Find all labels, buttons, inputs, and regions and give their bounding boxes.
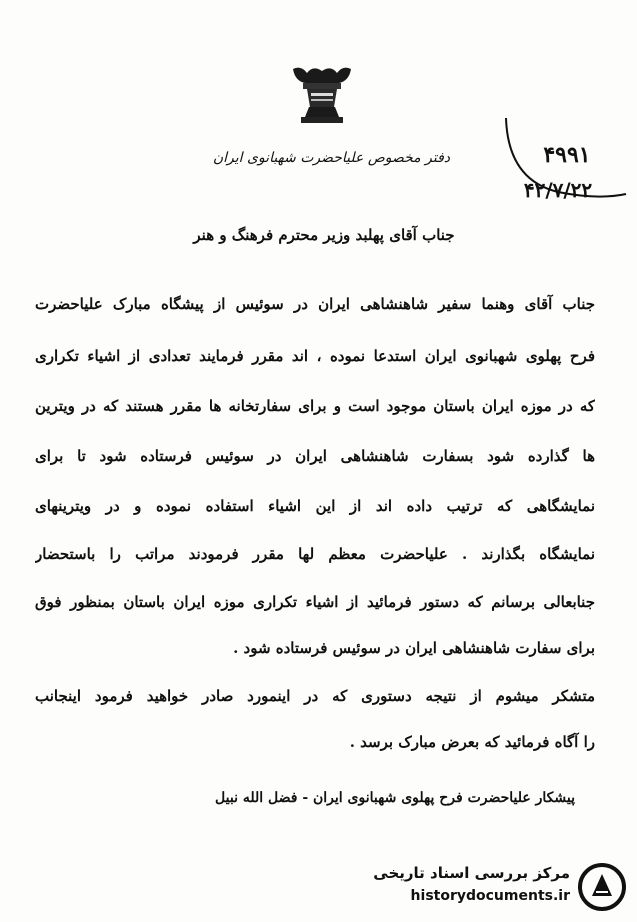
closing-line: را آگاه فرمائید که بعرض مبارک برسد .	[349, 733, 595, 751]
body-line: نمایشگاهی که ترتیب داده اند از این اشیاء استفاده نموده و در ویترینهای	[35, 497, 595, 515]
reference-number: ۴۹۹۱	[543, 142, 591, 168]
body-line: که در موزه ایران باستان موجود است و برای سفارتخانه ها مقرر هستند که در ویترین	[35, 397, 595, 415]
body-line: جنابعالی برسانم که دستور فرمائید از اشیاء تکراری موزه ایران باستان بمنظور فوق	[35, 593, 595, 611]
body-line: برای سفارت شاهنشاهی ایران در سوئیس فرستاده شود .	[233, 639, 595, 657]
reference-date: ۴۲/۷/۲۲	[523, 178, 593, 202]
addressee-line: جناب آقای پهلبد وزیر محترم فرهنگ و هنر	[193, 226, 455, 244]
watermark-title: مرکز بررسی اسناد تاریخی	[373, 864, 570, 882]
body-line: نمایشگاه بگذارند . علیاحضرت معظم لها مقرر فرمودند مراتب را باستحضار	[35, 545, 595, 563]
body-line: جناب آقای وهنما سفیر شاهنشاهی ایران در سوئیس از پیشگاه مبارک علیاحضرت	[35, 295, 595, 313]
body-line: ها گذارده شود بسفارت شاهنشاهی ایران در سوئیس فرستاده شود تا برای	[35, 447, 595, 465]
office-letterhead: دفتر مخصوص علیاحضرت شهبانوی ایران	[212, 150, 450, 166]
archive-watermark	[348, 862, 628, 914]
archive-logo-icon	[578, 862, 626, 912]
reference-arc-mark	[498, 110, 628, 230]
signature-line: پیشکار علیاحضرت فرح پهلوی شهبانوی ایران - فضل الله نبیل	[215, 790, 575, 806]
closing-line: متشکر میشوم از نتیجه دستوری که در اینمورد صادر خواهید فرمود اینجانب	[35, 687, 595, 705]
watermark-url: historydocuments.ir	[410, 888, 570, 904]
body-line: فرح پهلوی شهبانوی ایران استدعا نموده ، اند مقرر فرمایند تعدادی از اشیاء تکراری	[35, 347, 595, 365]
royal-emblem-icon	[287, 63, 357, 131]
